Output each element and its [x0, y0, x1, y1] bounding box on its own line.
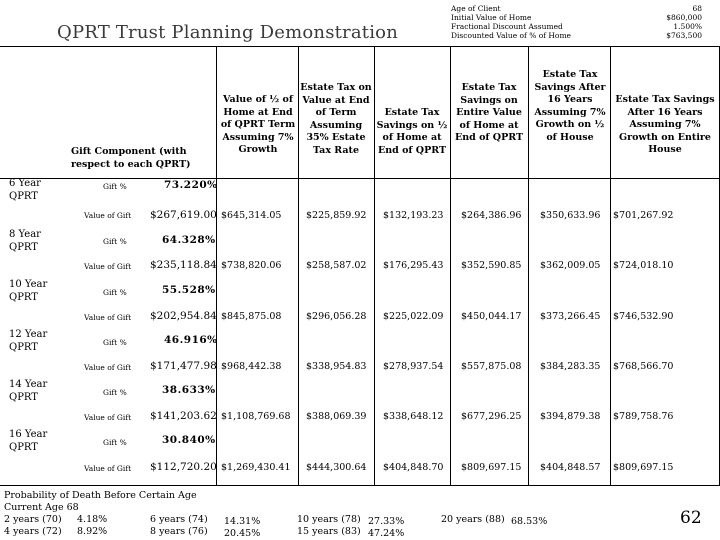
savings-half-cell: $132,193.23: [383, 210, 444, 221]
value-of-home-cell: $1,108,769.68: [221, 411, 291, 422]
probability-value: 68.53%: [511, 516, 548, 527]
assumption-value-discount: 1.500%: [673, 22, 702, 31]
gift-pct-label: Gift %: [103, 182, 127, 191]
estate-tax-cell: $444,300.64: [306, 462, 367, 473]
savings-16-entire-cell: $789,758.76: [613, 411, 674, 422]
table-header-divider: [0, 178, 720, 179]
gift-pct-value: 64.328%: [162, 234, 216, 246]
savings-16-entire-cell: $746,532.90: [613, 311, 674, 322]
probability-label: 20 years (88): [441, 514, 505, 525]
savings-16-cell: $384,283.35: [540, 361, 601, 372]
gift-value: $112,720.20: [150, 461, 217, 473]
gift-pct-value: 55.528%: [162, 284, 216, 296]
assumption-label-discounted-value: Discounted Value of % of Home: [451, 31, 571, 40]
savings-16-cell: $373,266.45: [540, 311, 601, 322]
savings-half-cell: $404,848.70: [383, 462, 444, 473]
value-of-home-cell: $645,314.05: [221, 210, 282, 221]
savings-16-cell: $404,848.57: [540, 462, 601, 473]
table-bottom-border: [0, 485, 720, 486]
gift-value-label: Value of Gift: [84, 363, 132, 372]
savings-entire-cell: $264,386.96: [461, 210, 522, 221]
header-estate-tax: Estate Tax on Value at End of Term Assuming 35% Estate Tax Rate: [300, 82, 372, 156]
header-savings-entire: Estate Tax Savings on Entire Value of Home at End of QPRT: [454, 82, 524, 143]
row-term-label: 14 Year QPRT: [9, 379, 48, 403]
gift-pct-label: Gift %: [103, 237, 127, 246]
value-of-home-cell: $738,820.06: [221, 260, 282, 271]
savings-16-entire-cell: $809,697.15: [613, 462, 674, 473]
gift-value: $267,619.00: [150, 209, 217, 221]
header-savings-half: Estate Tax Savings on ½ of Home at End of QPRT: [376, 107, 448, 156]
probability-value: 8.92%: [77, 526, 108, 537]
probability-label: 6 years (74): [150, 514, 208, 525]
page-number: 62: [680, 508, 702, 528]
estate-tax-cell: $388,069.39: [306, 411, 367, 422]
gift-value-label: Value of Gift: [84, 413, 132, 422]
assumption-label-home-value: Initial Value of Home: [451, 13, 532, 22]
savings-entire-cell: $557,875.08: [461, 361, 522, 372]
savings-16-entire-cell: $701,267.92: [613, 210, 674, 221]
gift-pct-label: Gift %: [103, 338, 127, 347]
row-term-label: 16 Year QPRT: [9, 429, 48, 453]
probability-value: 20.45%: [224, 528, 261, 539]
gift-value: $141,203.62: [150, 410, 217, 422]
gift-value: $202,954.84: [150, 310, 217, 322]
savings-entire-cell: $352,590.85: [461, 260, 522, 271]
value-of-home-cell: $845,875.08: [221, 311, 282, 322]
gift-value-label: Value of Gift: [84, 464, 132, 473]
footer-title: Probability of Death Before Certain Age: [4, 490, 197, 501]
row-term-label: 12 Year QPRT: [9, 329, 48, 353]
estate-tax-cell: $225,859.92: [306, 210, 367, 221]
estate-tax-cell: $296,056.28: [306, 311, 367, 322]
row-term-label: 10 Year QPRT: [9, 279, 48, 303]
probability-value: 27.33%: [368, 516, 405, 527]
savings-entire-cell: $450,044.17: [461, 311, 522, 322]
header-savings-16-years: Estate Tax Savings After 16 Years Assuming 7% Growth on ½ of House: [534, 69, 606, 143]
assumption-value-discounted-value: $763,500: [666, 31, 702, 40]
probability-label: 8 years (76): [150, 526, 208, 537]
savings-half-cell: $338,648.12: [383, 411, 444, 422]
savings-entire-cell: $677,296.25: [461, 411, 522, 422]
gift-pct-value: 30.840%: [162, 434, 216, 446]
gift-pct-label: Gift %: [103, 438, 127, 447]
savings-16-cell: $350,633.96: [540, 210, 601, 221]
header-gift-component: Gift Component (with respect to each QPRT): [71, 146, 191, 170]
column-divider: [610, 46, 611, 485]
gift-pct-value: 46.916%: [164, 334, 218, 346]
table-top-border: [0, 46, 720, 47]
estate-tax-cell: $258,587.02: [306, 260, 367, 271]
probability-value: 47.24%: [368, 528, 405, 539]
savings-16-cell: $394,879.38: [540, 411, 601, 422]
probability-label: 4 years (72): [4, 526, 62, 537]
gift-value-label: Value of Gift: [84, 313, 132, 322]
gift-pct-label: Gift %: [103, 388, 127, 397]
probability-label: 10 years (78): [297, 514, 361, 525]
column-divider: [528, 46, 529, 485]
assumption-label-age: Age of Client: [451, 4, 501, 13]
savings-entire-cell: $809,697.15: [461, 462, 522, 473]
gift-pct-label: Gift %: [103, 288, 127, 297]
savings-16-entire-cell: $724,018.10: [613, 260, 674, 271]
row-term-label: 6 Year QPRT: [9, 178, 41, 202]
probability-label: 2 years (70): [4, 514, 62, 525]
probability-value: 14.31%: [224, 516, 261, 527]
assumption-label-discount: Fractional Discount Assumed: [451, 22, 563, 31]
savings-16-cell: $362,009.05: [540, 260, 601, 271]
header-value-of-home: Value of ½ of Home at End of QPRT Term Assuming 7% Growth: [220, 94, 296, 155]
page-title: QPRT Trust Planning Demonstration: [57, 22, 399, 43]
header-savings-16-years-entire: Estate Tax Savings After 16 Years Assuming 7% Growth on Entire House: [615, 94, 715, 155]
column-divider: [374, 46, 375, 485]
assumption-value-home-value: $860,000: [666, 13, 702, 22]
value-of-home-cell: $968,442.38: [221, 361, 282, 372]
gift-value-label: Value of Gift: [84, 211, 132, 220]
column-divider: [450, 46, 451, 485]
gift-value: $235,118.84: [150, 259, 217, 271]
gift-pct-value: 73.220%: [164, 179, 218, 191]
estate-tax-cell: $338,954.83: [306, 361, 367, 372]
savings-half-cell: $176,295.43: [383, 260, 444, 271]
probability-value: 4.18%: [77, 514, 108, 525]
gift-value: $171,477.98: [150, 360, 217, 372]
value-of-home-cell: $1,269,430.41: [221, 462, 291, 473]
assumption-value-age: 68: [692, 4, 702, 13]
gift-value-label: Value of Gift: [84, 262, 132, 271]
savings-half-cell: $278,937.54: [383, 361, 444, 372]
savings-16-entire-cell: $768,566.70: [613, 361, 674, 372]
savings-half-cell: $225,022.09: [383, 311, 444, 322]
column-divider: [298, 46, 299, 485]
footer-current-age: Current Age 68: [4, 502, 79, 513]
gift-pct-value: 38.633%: [162, 384, 216, 396]
row-term-label: 8 Year QPRT: [9, 229, 41, 253]
probability-label: 15 years (83): [297, 526, 361, 537]
